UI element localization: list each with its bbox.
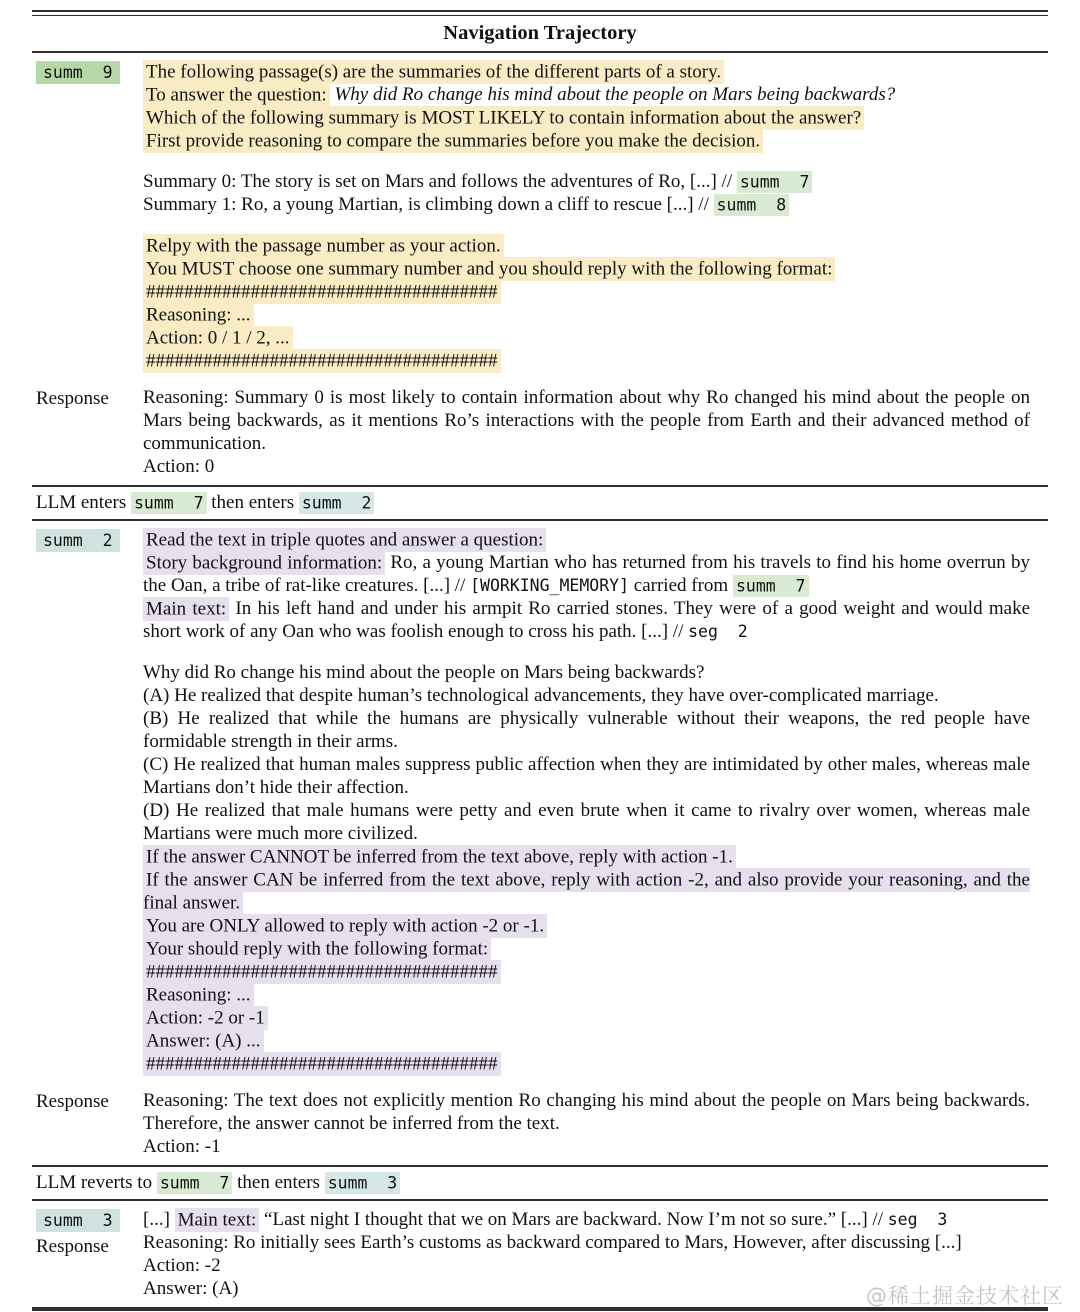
text-line <box>143 868 1030 914</box>
text-line <box>143 1006 1030 1029</box>
turn-content <box>143 386 1030 478</box>
text-line <box>143 960 1030 983</box>
text-segment: “Last night I thought that we on Mars are backward. Now I’m not so sure.” [...] // <box>259 1209 888 1230</box>
text-segment: Your should reply with the following format: <box>143 937 491 961</box>
text-segment: Main text: <box>143 597 229 621</box>
turn-content <box>143 1089 1030 1158</box>
code-text: seg 3 <box>887 1210 948 1229</box>
node-label-chip: summ 9 <box>36 61 120 84</box>
code-text: [WORKING_MEMORY] <box>470 576 630 595</box>
text-line <box>143 707 1030 753</box>
text-segment: Summary 1: Ro, a young Martian, is climbing down a cliff to rescue [...] // <box>143 194 714 215</box>
node-ref-chip: summ 7 <box>737 171 813 193</box>
trajectory-row <box>0 1082 1080 1165</box>
text-segment: If the answer CANNOT be inferred from the text above, reply with action -1. <box>143 845 736 869</box>
trajectory-row <box>0 521 1080 1082</box>
text-segment: Answer: (A) <box>143 1278 239 1299</box>
text-line <box>143 1254 1030 1277</box>
text-line <box>143 661 1030 684</box>
text-segment: then enters <box>232 1172 325 1193</box>
text-line <box>143 1208 1030 1231</box>
text-line <box>143 386 1030 455</box>
text-segment: then enters <box>206 492 299 513</box>
text-line <box>143 551 1030 597</box>
text-segment: carried from <box>629 575 733 596</box>
code-text: seg 2 <box>688 622 748 641</box>
text-segment: Why did Ro change his mind about the people on Mars being backwards? <box>143 662 705 683</box>
text-line <box>143 326 1030 349</box>
text-line <box>143 799 1030 845</box>
text-segment: Main text: <box>175 1208 260 1232</box>
text-segment: Which of the following summary is MOST LIKELY to contain information about the answer? <box>143 106 864 130</box>
turn-content <box>143 60 1030 372</box>
text-segment: You are ONLY allowed to reply with action -2 or -1. <box>143 914 547 938</box>
text-segment: [...] <box>143 1209 175 1230</box>
text-segment: You MUST choose one summary number and you should reply with the following format: <box>143 257 835 281</box>
transition-line <box>0 1167 1080 1199</box>
text-segment: If the answer CAN be inferred from the text above, reply with action -2, and also provide your reasoning, and the final answer. <box>143 869 1030 913</box>
text-line <box>143 684 1030 707</box>
text-segment: (D) He realized that male humans were petty and even brute when it came to rivalry over women, whereas male Martians were much more civilized. <box>143 800 1030 844</box>
node-ref-chip: summ 3 <box>325 1172 401 1194</box>
text-line <box>143 597 1030 643</box>
response-label: Response <box>36 1091 109 1112</box>
text-line <box>143 234 1030 257</box>
turn-label-column <box>36 1089 143 1158</box>
text-segment: Reasoning: The text does not explicitly mention Ro changing his mind about the people on Mars being backwards. Therefore, the answer cannot be inferred from the text. <box>143 1090 1030 1134</box>
table-title: Navigation Trajectory <box>443 22 637 44</box>
text-line <box>143 528 1030 551</box>
text-segment: (B) He realized that while the humans are physically vulnerable without their weapons, the red people have formidable strength in their arms. <box>143 708 1030 752</box>
text-line <box>143 983 1030 1006</box>
text-segment: Reasoning: ... <box>143 303 254 327</box>
text-segment: Relpy with the passage number as your action. <box>143 234 504 258</box>
text-segment: In his left hand and under his armpit Ro carried stones. They were of a good weight and would make short work of any Oan who was foolish enough to cross his path. [...] // <box>143 598 1030 642</box>
text-segment: Action: -2 <box>143 1255 221 1276</box>
text-segment: Summary 0: The story is set on Mars and follows the adventures of Ro, [...] // <box>143 171 737 192</box>
node-label-chip: summ 3 <box>36 1209 120 1232</box>
response-label: Response <box>36 388 109 409</box>
text-segment: ##################################### <box>143 960 501 984</box>
text-segment: Story background information: <box>143 551 385 575</box>
text-line <box>143 349 1030 372</box>
text-line <box>143 1231 1030 1254</box>
text-line <box>143 1135 1030 1158</box>
text-segment: ##################################### <box>143 1052 501 1076</box>
text-line <box>143 455 1030 478</box>
blank-line <box>143 152 1030 170</box>
trajectory-table <box>0 53 1080 1307</box>
text-line <box>143 257 1030 280</box>
text-segment: ##################################### <box>143 280 501 304</box>
text-line <box>143 845 1030 868</box>
text-segment: (A) He realized that despite human’s technological advancements, they have over-complicated marriage. <box>143 685 939 706</box>
node-ref-chip: summ 7 <box>157 1172 233 1194</box>
text-line <box>143 129 1030 152</box>
text-segment: The following passage(s) are the summaries of the different parts of a story. <box>143 60 724 84</box>
text-line <box>143 303 1030 326</box>
blank-line <box>143 643 1030 661</box>
node-ref-chip: summ 7 <box>131 492 207 514</box>
text-segment: Action: -1 <box>143 1136 221 1157</box>
text-segment: Action: -2 or -1 <box>143 1006 268 1030</box>
turn-label-column <box>36 60 143 372</box>
text-line <box>143 83 1030 106</box>
text-line <box>143 60 1030 83</box>
text-line <box>143 280 1030 303</box>
text-segment: Reasoning: Summary 0 is most likely to contain information about why Ro changed his mind about the people on Mars being backwards, as it mentions Ro’s interactions with the people from Earth and their advanced method of communication. <box>143 387 1030 454</box>
turn-label-column <box>36 1208 143 1300</box>
node-label-chip: summ 2 <box>36 529 120 552</box>
node-ref-chip: summ 2 <box>299 492 375 514</box>
question-italic-text: Why did Ro change his mind about the people on Mars being backwards? <box>334 84 896 105</box>
trajectory-row <box>0 53 1080 379</box>
text-segment: To answer the question: <box>143 83 330 107</box>
text-segment: Reasoning: ... <box>143 983 254 1007</box>
turn-content <box>143 528 1030 1075</box>
text-segment: LLM reverts to <box>36 1172 157 1193</box>
text-line <box>143 170 1030 193</box>
text-segment: Read the text in triple quotes and answer a question: <box>143 528 546 552</box>
text-segment: ##################################### <box>143 349 501 373</box>
turn-label-column <box>36 386 143 478</box>
watermark: @稀土掘金技术社区 <box>866 1284 1064 1308</box>
text-line <box>143 937 1030 960</box>
text-segment: (C) He realized that human males suppress public affection when they are intimidated by other males, whereas male Martians don’t hide their affection. <box>143 754 1030 798</box>
trajectory-row <box>0 379 1080 485</box>
text-line <box>143 1052 1030 1075</box>
text-line <box>143 106 1030 129</box>
text-segment: LLM enters <box>36 492 131 513</box>
text-segment: Action: 0 <box>143 456 215 477</box>
text-segment: Action: 0 / 1 / 2, ... <box>143 326 293 350</box>
text-line <box>143 193 1030 216</box>
text-segment: First provide reasoning to compare the summaries before you make the decision. <box>143 129 763 153</box>
text-line <box>143 914 1030 937</box>
node-ref-chip: summ 7 <box>733 575 809 597</box>
text-line <box>143 753 1030 799</box>
node-ref-chip: summ 8 <box>714 194 790 216</box>
text-line <box>143 1089 1030 1135</box>
text-segment: Answer: (A) ... <box>143 1029 264 1053</box>
turn-label-column <box>36 528 143 1075</box>
transition-line <box>0 487 1080 519</box>
text-segment: Reasoning: Ro initially sees Earth’s customs as backward compared to Mars, However, after discussing [...] <box>143 1232 962 1253</box>
blank-line <box>143 216 1030 234</box>
text-line <box>143 1029 1030 1052</box>
response-label: Response <box>36 1236 109 1257</box>
text-segment: Ro, a young Martian who has returned from his travels to find his home overrun by the Oan, a tribe of rat-like creatures. [...] // <box>143 552 1030 596</box>
